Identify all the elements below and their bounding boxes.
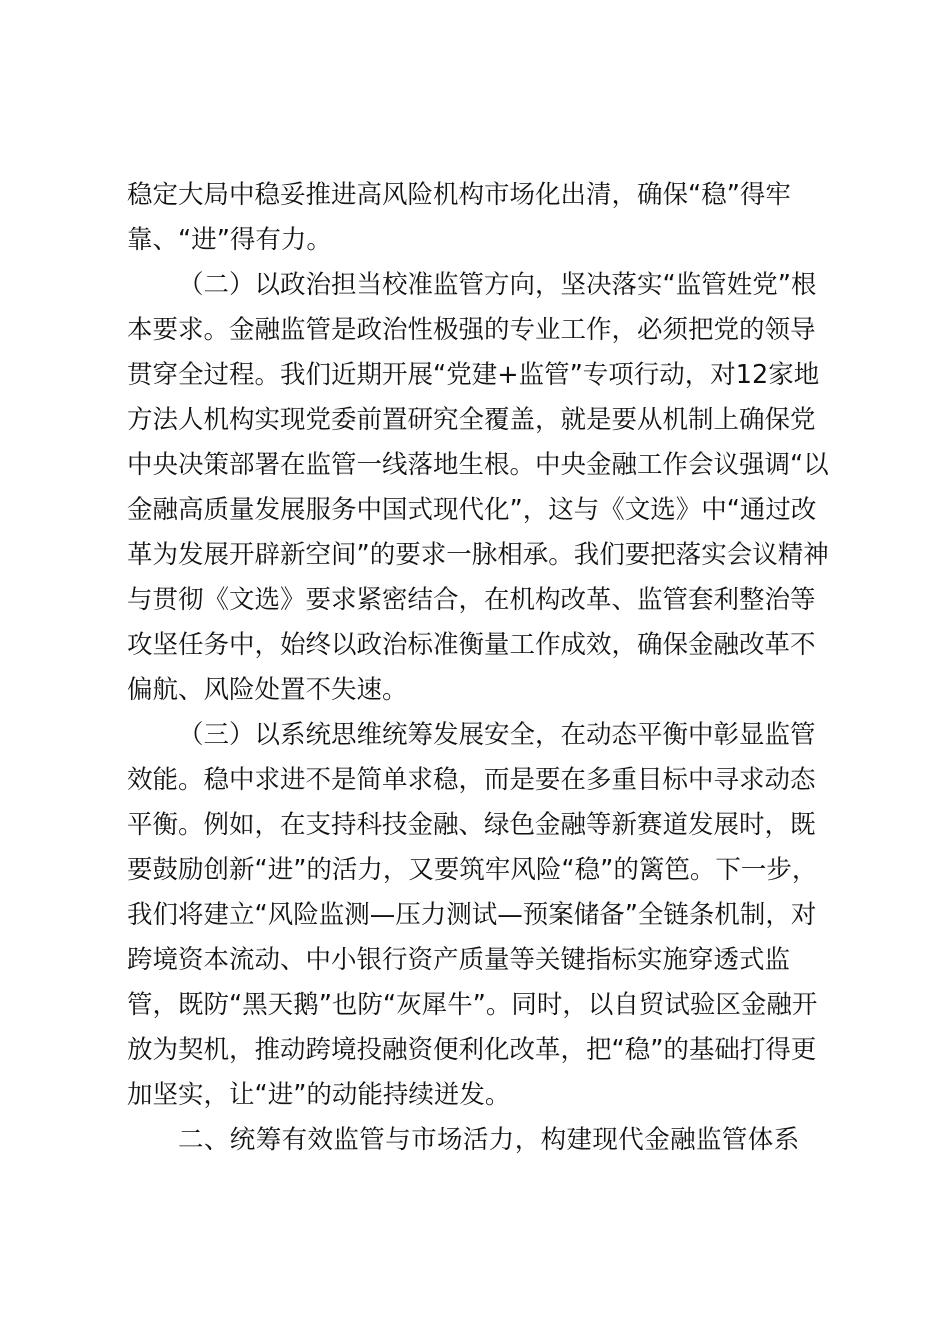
text-line: 偏航、风险处置不失速。	[127, 675, 408, 705]
text-line: 金融高质量发展服务中国式现代化”，这与《文选》中“通过改	[127, 495, 817, 525]
text-line: 革为发展开辟新空间”的要求一脉相承。我们要把落实会议精神	[127, 540, 829, 570]
text-line: 稳定大局中稳妥推进高风险机构市场化出清，确保“稳”得牢	[127, 180, 791, 210]
text-line: 靠、“进”得有力。	[127, 225, 332, 255]
text-line: 要鼓励创新“进”的活力，又要筑牢风险“稳”的篱笆。下一步，	[127, 855, 818, 885]
text-line: 加坚实，让“进”的动能持续迸发。	[127, 1080, 511, 1110]
text-line: 跨境资本流动、中小银行资产质量等关键指标实施穿透式监	[127, 945, 791, 975]
text-line: 效能。稳中求进不是简单求稳，而是要在多重目标中寻求动态	[127, 765, 816, 795]
text-line: 本要求。金融监管是政治性极强的专业工作，必须把党的领导	[127, 315, 816, 345]
section-heading: 二、统筹有效监管与市场活力，构建现代金融监管体系	[178, 1125, 800, 1155]
text-line: 攻坚任务中，始终以政治标准衡量工作成效，确保金融改革不	[127, 630, 816, 660]
text-line: 贯穿全过程。我们近期开展“党建+监管”专项行动，对12家地	[127, 360, 820, 390]
text-line: 我们将建立“风险监测—压力测试—预案储备”全链条机制，对	[127, 900, 817, 930]
text-line: （三）以系统思维统筹发展安全，在动态平衡中彰显监管	[178, 720, 816, 750]
text-line: 中央决策部署在监管一线落地生根。中央金融工作会议强调“以	[127, 450, 829, 480]
text-line: 方法人机构实现党委前置研究全覆盖，就是要从机制上确保党	[127, 405, 816, 435]
text-line: 管，既防“黑天鹅”也防“灰犀牛”。同时，以自贸试验区金融开	[127, 990, 818, 1020]
text-line: 平衡。例如，在支持科技金融、绿色金融等新赛道发展时，既	[127, 810, 816, 840]
text-line: 与贯彻《文选》要求紧密结合，在机构改革、监管套利整治等	[127, 585, 816, 615]
text-line: （二）以政治担当校准监管方向，坚决落实“监管姓党”根	[178, 270, 817, 300]
text-line: 放为契机，推动跨境投融资便利化改革，把“稳”的基础打得更	[127, 1035, 817, 1065]
